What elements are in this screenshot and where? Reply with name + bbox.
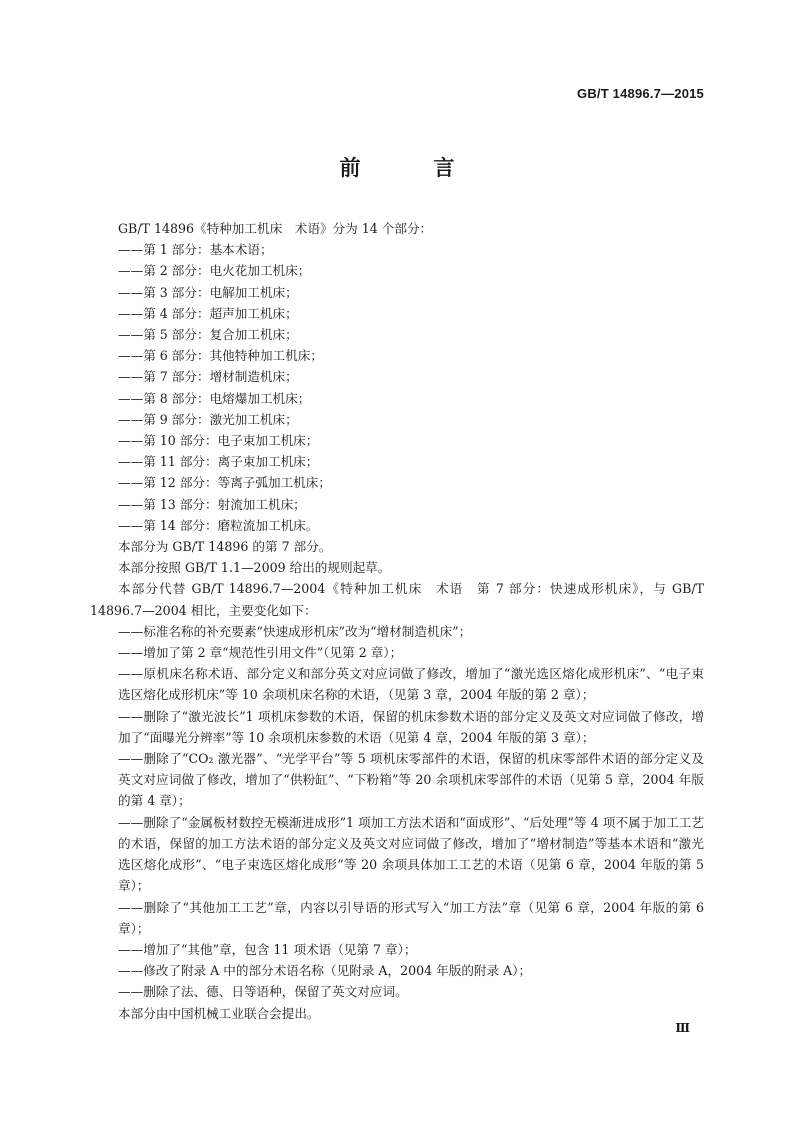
part-of-statement: 本部分为 GB/T 14896 的第 7 部分。 <box>118 539 332 555</box>
list-item-part: ——第 8 部分：电熔爆加工机床； <box>118 390 311 406</box>
drafting-statement: 本部分按照 GB/T 1.1—2009 给出的规则起草。 <box>118 560 391 576</box>
list-item-part: ——第 12 部分：等离子弧加工机床； <box>118 475 331 491</box>
page-number: Ⅲ <box>675 1021 690 1035</box>
foreword-body <box>90 218 704 1024</box>
list-item-change: ——增加了“其他”章，包含 11 项术语（见第 7 章）； <box>118 941 417 957</box>
list-item-change: ——删除了“金属板材数控无模渐进成形”1 项加工方法术语和“面成形”、“后处理”等 4 项不属于加工工艺的术语，保留的加工方法术语的部分定义及英文对应词做了修改，增加了“增材制造”等基本术语和“激光选区熔化成形”、“电子束选区熔化成形”等 20 余项具体加工工艺的术语（见第 6 章，2004 年版的第 5 章）； <box>118 814 704 894</box>
replaces-statement: 本部分代替 GB/T 14896.7—2004《特种加工机床 术语 第 7 部分：快速成形机床》，与 GB/T 14896.7—2004 相比，主要变化如下： <box>90 581 704 618</box>
list-item-part: ——第 7 部分：增材制造机床； <box>118 369 298 385</box>
list-item-change: ——原机床名称术语、部分定义和部分英文对应词做了修改，增加了“激光选区熔化成形机床”、“电子束选区熔化成形机床”等 10 余项机床名称的术语，（见第 3 章，2004 年版的第 2 章）； <box>118 666 704 703</box>
list-item-part: ——第 1 部分：基本术语； <box>118 242 273 258</box>
list-item-part: ——第 2 部分：电火花加工机床； <box>118 263 311 279</box>
standard-code: GB/T 14896.7—2015 <box>577 86 704 101</box>
list-item-change: ——删除了“激光波长”1 项机床参数的术语，保留的机床参数术语的部分定义及英文对应词做了修改，增加了“面曝光分辨率”等 10 余项机床参数的术语（见第 4 章，2004 年版的第 3 章）； <box>118 708 704 745</box>
list-item-change: ——标准名称的补充要素“快速成形机床”改为“增材制造机床”； <box>118 623 472 639</box>
list-item-change: ——删除了法、德、日等语种，保留了英文对应词。 <box>118 984 408 1000</box>
list-item-change: ——删除了“其他加工工艺”章，内容以引导语的形式写入“加工方法”章（见第 6 章，2004 年版的第 6 章）； <box>118 899 704 936</box>
list-item-part: ——第 11 部分：离子束加工机床； <box>118 454 319 470</box>
list-item-part: ——第 4 部分：超声加工机床； <box>118 305 298 321</box>
list-item-part: ——第 9 部分：激光加工机床； <box>118 411 298 427</box>
list-item-part: ——第 13 部分：射流加工机床； <box>118 496 306 512</box>
parts-list <box>90 239 704 536</box>
list-item-part: ——第 6 部分：其他特种加工机床； <box>118 348 323 364</box>
list-item-change: ——修改了附录 A 中的部分术语名称（见附录 A，2004 年版的附录 A）； <box>118 963 532 979</box>
list-item-change: ——增加了第 2 章“规范性引用文件”（见第 2 章）； <box>118 645 403 661</box>
closing-statement: 本部分由中国机械工业联合会提出。 <box>118 1005 320 1021</box>
list-item-part: ——第 5 部分：复合加工机床； <box>118 327 298 343</box>
intro-paragraph: GB/T 14896《特种加工机床 术语》分为 14 个部分： <box>118 221 433 236</box>
list-item-change: ——删除了“CO₂ 激光器”、“光学平台”等 5 项机床零部件的术语，保留的机床零部件术语的部分定义及英文对应词做了修改，增加了“供粉缸”、“下粉箱”等 20 余项机床零部件的术语（见第 5 章，2004 年版的第 4 章）； <box>118 751 704 809</box>
page-title: 前 言 <box>339 156 481 180</box>
list-item-part: ——第 3 部分：电解加工机床； <box>118 284 298 300</box>
list-item-part: ——第 10 部分：电子束加工机床； <box>118 433 319 449</box>
changes-list <box>90 621 704 1003</box>
list-item-part: ——第 14 部分：磨粒流加工机床。 <box>118 517 319 533</box>
